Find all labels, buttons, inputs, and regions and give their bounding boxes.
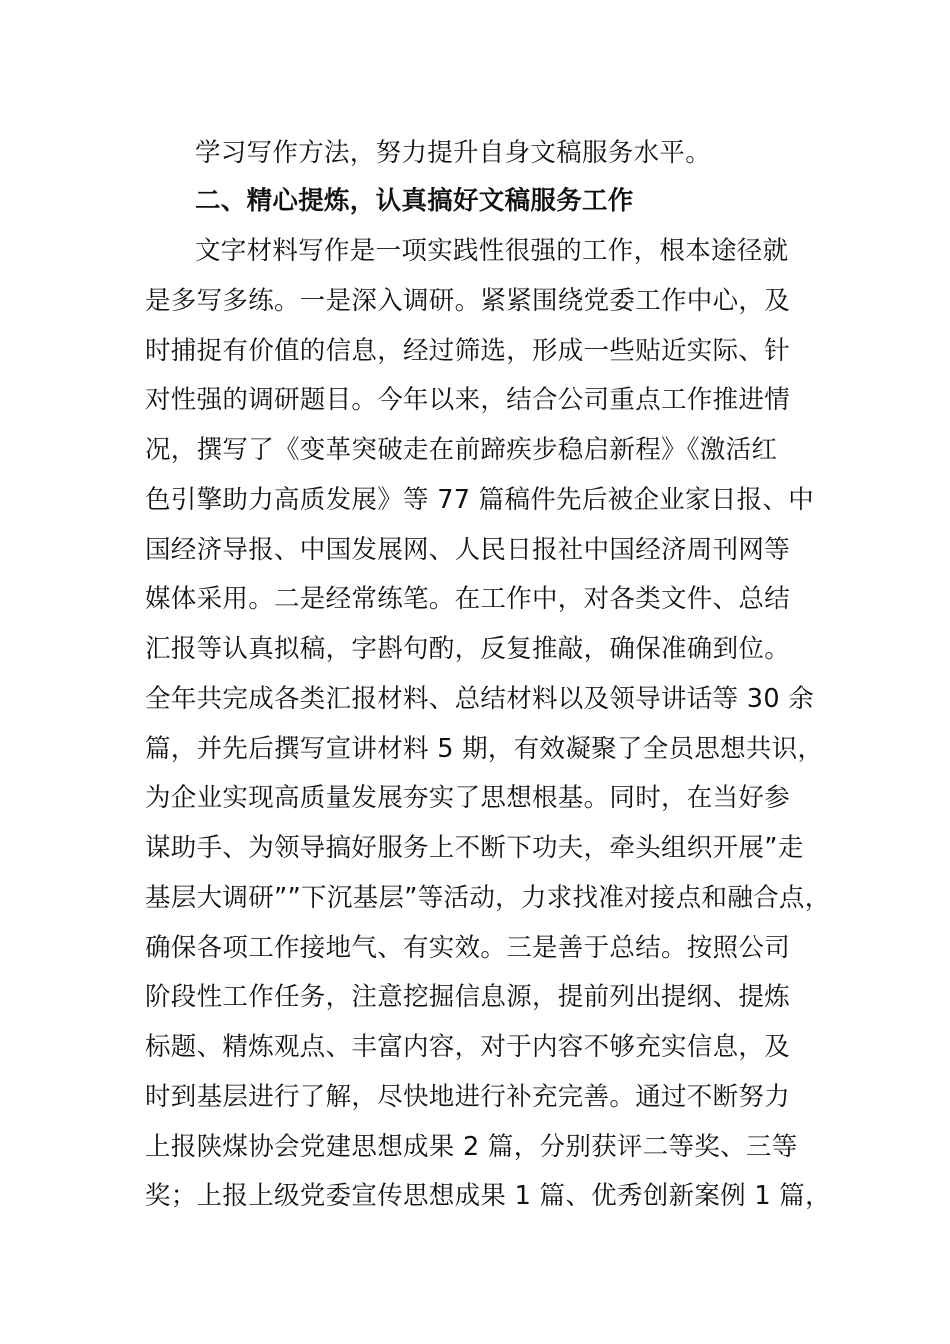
paragraph-line: 谋助手、为领导搞好服务上不断下功夫，牵头组织开展”走 [145,833,804,863]
paragraph-line: 为企业实现高质量发展夯实了思想根基。同时，在当好参 [145,783,791,813]
paragraph-line: 国经济导报、中国发展网、人民日报社中国经济周刊网等 [145,535,791,565]
paragraph-line: 学习写作方法，努力提升自身文稿服务水平。 [195,138,712,168]
paragraph-line: 汇报等认真拟稿，字斟句酌，反复推敲，确保准确到位。 [145,634,791,664]
paragraph-line: 是多写多练。一是深入调研。紧紧围绕党委工作中心，及 [145,286,791,316]
paragraph-line: 确保各项工作接地气、有实效。三是善于总结。按照公司 [145,933,791,963]
paragraph-line: 色引擎助力高质发展》等 77 篇稿件先后被企业家日报、中 [145,485,815,515]
paragraph-line: 奖；上报上级党委宣传思想成果 1 篇、优秀创新案例 1 篇， [145,1181,831,1211]
paragraph-line: 上报陕煤协会党建思想成果 2 篇，分别获评二等奖、三等 [145,1132,798,1162]
paragraph-line: 时捕捉有价值的信息，经过筛选，形成一些贴近实际、针 [145,336,791,366]
paragraph-line: 全年共完成各类汇报材料、总结材料以及领导讲话等 30 余 [145,684,815,714]
paragraph-line: 文字材料写作是一项实践性很强的工作，根本途径就 [195,236,789,266]
paragraph-line: 篇，并先后撰写宣讲材料 5 期，有效凝聚了全员思想共识， [145,734,824,764]
paragraph-line: 标题、精炼观点、丰富内容，对于内容不够充实信息，及 [145,1032,791,1062]
paragraph-line: 时到基层进行了解，尽快地进行补充完善。通过不断努力 [145,1082,791,1112]
paragraph-line: 基层大调研””下沉基层”等活动，力求找准对接点和融合点， [145,883,831,913]
section-heading: 二、精心提炼，认真搞好文稿服务工作 [195,186,634,216]
paragraph-line: 阶段性工作任务，注意挖掘信息源，提前列出提纲、提炼 [145,982,791,1012]
paragraph-line: 对性强的调研题目。今年以来，结合公司重点工作推进情 [145,385,791,415]
paragraph-line: 媒体采用。二是经常练笔。在工作中，对各类文件、总结 [145,584,791,614]
paragraph-line: 况，撰写了《变革突破走在前蹄疾步稳启新程》《激活红 [145,435,778,465]
